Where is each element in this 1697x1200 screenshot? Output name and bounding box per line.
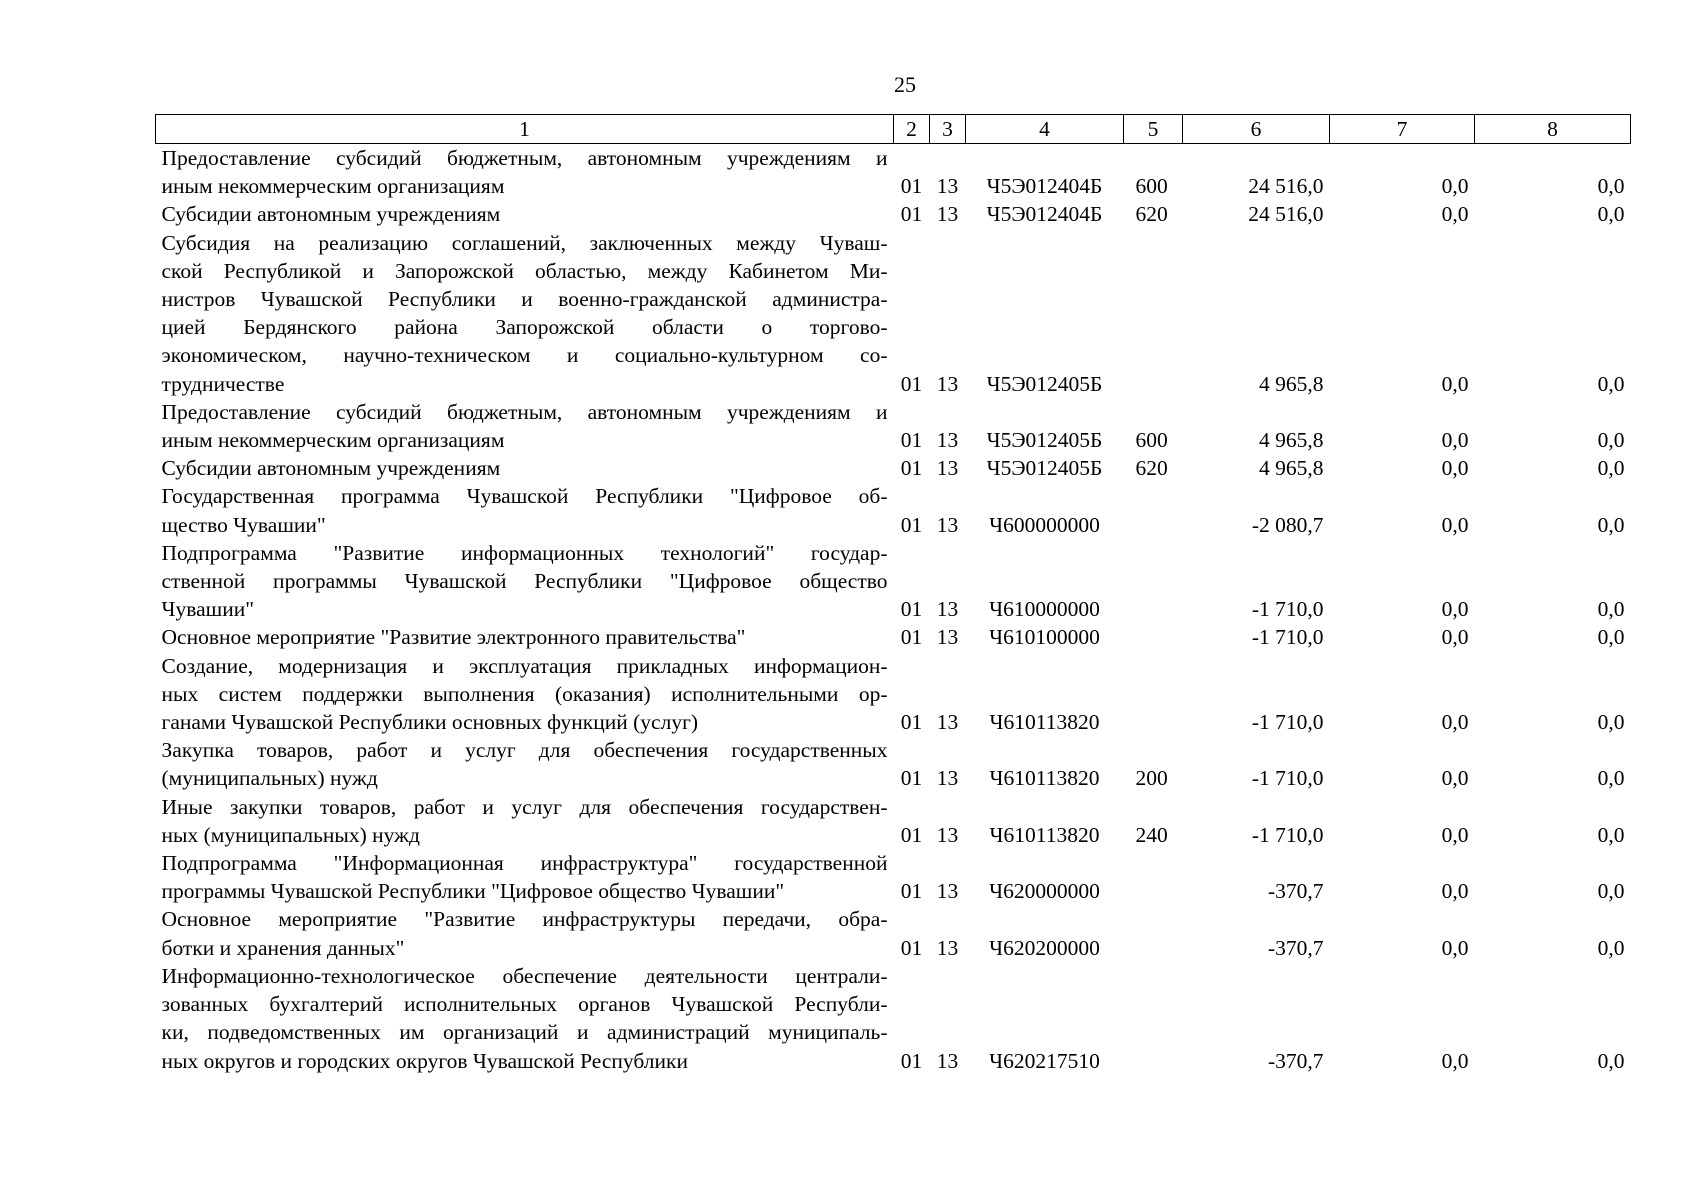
amount-cell: -1 710,0 [1251, 710, 1324, 735]
row-name-cell [156, 962, 894, 1075]
row-name-line: иным некоммерческим организациям [161, 428, 505, 453]
section-code-cell: 01 [900, 935, 923, 960]
amount-cell: -370,7 [1267, 1048, 1324, 1073]
row-name-line: Государственная программа Чувашской Республики "Цифровое об- [161, 484, 888, 509]
amount-cell: -1 710,0 [1251, 625, 1324, 650]
section-code-cell: 01 [900, 822, 923, 847]
column-header: 6 [1183, 115, 1330, 144]
amount-cell: 24 516,0 [1248, 202, 1324, 227]
target-article-cell: Ч5Э012405Б [986, 428, 1103, 453]
column-header: 2 [894, 115, 930, 144]
row-name-line: (муниципальных) нужд [161, 766, 378, 791]
subsection-code-cell: 13 [936, 879, 959, 904]
row-name-line: трудничестве [161, 371, 285, 396]
expense-type-cell [1124, 849, 1183, 905]
row-name-line: Чувашии" [161, 597, 254, 622]
target-article-cell: Ч620217510 [989, 1048, 1100, 1073]
row-name-cell [156, 229, 894, 398]
section-code-cell: 01 [900, 512, 923, 537]
expense-type-cell [1124, 623, 1183, 651]
table-row [156, 962, 1631, 1075]
amount-year3-cell: 0,0 [1597, 766, 1625, 791]
target-article-cell: Ч610113820 [989, 766, 1100, 791]
amount-cell: 4 965,8 [1259, 371, 1324, 396]
table-row [156, 539, 1631, 624]
target-article-cell: Ч600000000 [989, 512, 1100, 537]
target-article-cell: Ч610113820 [989, 710, 1100, 735]
amount-cell: -1 710,0 [1251, 822, 1324, 847]
amount-year3-cell: 0,0 [1597, 456, 1625, 481]
column-header: 7 [1330, 115, 1475, 144]
expense-type-cell: 620 [1135, 456, 1168, 481]
row-name-cell [156, 849, 894, 905]
target-article-cell: Ч5Э012405Б [986, 456, 1103, 481]
expense-type-cell: 600 [1135, 428, 1168, 453]
section-code-cell: 01 [900, 597, 923, 622]
section-code-cell: 01 [900, 1048, 923, 1073]
section-code-cell: 01 [900, 174, 923, 199]
subsection-code-cell: 13 [936, 1048, 959, 1073]
row-name-cell [156, 200, 894, 228]
row-name-line: Подпрограмма "Развитие информационных технологий" государ- [161, 540, 888, 565]
row-name-line: Предоставление субсидий бюджетным, автономным учреждениям и [161, 399, 888, 424]
section-code-cell: 01 [900, 766, 923, 791]
row-name-line: ки, подведомственных им организаций и администраций муниципаль- [161, 1020, 888, 1045]
amount-year3-cell: 0,0 [1597, 371, 1625, 396]
row-name-line: ных систем поддержки выполнения (оказания) исполнительными ор- [161, 681, 888, 706]
row-name-line: Создание, модернизация и эксплуатация прикладных информацион- [161, 653, 888, 678]
row-name-cell [156, 905, 894, 961]
subsection-code-cell: 13 [936, 710, 959, 735]
amount-year2-cell: 0,0 [1441, 428, 1469, 453]
amount-year2-cell: 0,0 [1441, 935, 1469, 960]
row-name-cell [156, 144, 894, 201]
column-header: 4 [966, 115, 1124, 144]
subsection-code-cell: 13 [936, 371, 959, 396]
column-header: 8 [1475, 115, 1631, 144]
amount-year2-cell: 0,0 [1441, 597, 1469, 622]
row-name-cell [156, 482, 894, 538]
subsection-code-cell: 13 [936, 935, 959, 960]
target-article-cell: Ч610000000 [989, 597, 1100, 622]
amount-year2-cell: 0,0 [1441, 371, 1469, 396]
row-name-line: Предоставление субсидий бюджетным, автономным учреждениям и [161, 146, 888, 170]
row-name-line: Субсидии автономным учреждениям [161, 202, 501, 227]
budget-table [155, 114, 1631, 1075]
row-name-line: ных округов и городских округов Чувашской Республики [161, 1048, 688, 1073]
target-article-cell: Ч5Э012404Б [986, 174, 1103, 199]
column-header: 5 [1124, 115, 1183, 144]
table-row [156, 398, 1631, 454]
row-name-cell [156, 454, 894, 482]
section-code-cell: 01 [900, 371, 923, 396]
expense-type-cell [1124, 652, 1183, 737]
amount-year2-cell: 0,0 [1441, 202, 1469, 227]
subsection-code-cell: 13 [936, 766, 959, 791]
amount-year3-cell: 0,0 [1597, 428, 1625, 453]
table-row [156, 793, 1631, 849]
target-article-cell: Ч610113820 [989, 822, 1100, 847]
amount-year2-cell: 0,0 [1441, 512, 1469, 537]
target-article-cell: Ч5Э012404Б [986, 202, 1103, 227]
subsection-code-cell: 13 [936, 202, 959, 227]
amount-year2-cell: 0,0 [1441, 766, 1469, 791]
table-row [156, 144, 1631, 201]
section-code-cell: 01 [900, 428, 923, 453]
row-name-line: нистров Чувашской Республики и военно-гражданской администра- [161, 287, 888, 312]
table-row [156, 652, 1631, 737]
amount-cell: -370,7 [1267, 935, 1324, 960]
amount-cell: 4 965,8 [1259, 456, 1324, 481]
row-name-line: ганами Чувашской Республики основных функций (услуг) [161, 710, 699, 735]
row-name-line: зованных бухгалтерий исполнительных органов Чувашской Республи- [161, 992, 888, 1017]
subsection-code-cell: 13 [936, 597, 959, 622]
row-name-line: Основное мероприятие "Развитие инфраструктуры передачи, обра- [161, 907, 888, 932]
expense-type-cell [1124, 962, 1183, 1075]
table-row [156, 200, 1631, 228]
row-name-cell [156, 736, 894, 792]
expense-type-cell [1124, 229, 1183, 398]
amount-year3-cell: 0,0 [1597, 822, 1625, 847]
table-header [156, 115, 1631, 144]
amount-year3-cell: 0,0 [1597, 935, 1625, 960]
row-name-line: программы Чувашской Республики "Цифровое общество Чувашии" [161, 879, 785, 904]
table-row [156, 905, 1631, 961]
expense-type-cell: 240 [1135, 822, 1168, 847]
amount-cell: -2 080,7 [1251, 512, 1324, 537]
column-header: 1 [156, 115, 894, 144]
table-row [156, 229, 1631, 398]
expense-type-cell [1124, 905, 1183, 961]
row-name-line: Субсидии автономным учреждениям [161, 456, 501, 481]
amount-cell: -1 710,0 [1251, 766, 1324, 791]
amount-year3-cell: 0,0 [1597, 879, 1625, 904]
table-row [156, 849, 1631, 905]
column-header: 3 [930, 115, 966, 144]
row-name-line: Основное мероприятие "Развитие электронного правительства" [161, 625, 746, 650]
subsection-code-cell: 13 [936, 822, 959, 847]
section-code-cell: 01 [900, 879, 923, 904]
row-name-line: Информационно-технологическое обеспечение деятельности централи- [161, 963, 888, 988]
amount-year2-cell: 0,0 [1441, 174, 1469, 199]
expense-type-cell: 200 [1135, 766, 1168, 791]
amount-cell: -370,7 [1267, 879, 1324, 904]
subsection-code-cell: 13 [936, 512, 959, 537]
page-number: 25 [894, 72, 916, 97]
section-code-cell: 01 [900, 710, 923, 735]
amount-year3-cell: 0,0 [1597, 202, 1625, 227]
table-row [156, 623, 1631, 651]
amount-cell: -1 710,0 [1251, 597, 1324, 622]
row-name-line: ных (муниципальных) нужд [161, 822, 420, 847]
target-article-cell: Ч610100000 [989, 625, 1100, 650]
row-name-line: экономическом, научно-техническом и социально-культурном со- [161, 343, 888, 368]
section-code-cell: 01 [900, 202, 923, 227]
table-header-row [156, 115, 1631, 144]
row-name-cell [156, 623, 894, 651]
table-body [156, 144, 1631, 1075]
section-code-cell: 01 [900, 625, 923, 650]
subsection-code-cell: 13 [936, 625, 959, 650]
row-name-line: ботки и хранения данных" [161, 935, 405, 960]
row-name-line: Закупка товаров, работ и услуг для обеспечения государственных [161, 738, 888, 763]
amount-year3-cell: 0,0 [1597, 625, 1625, 650]
row-name-line: Иные закупки товаров, работ и услуг для обеспечения государствен- [161, 794, 888, 819]
target-article-cell: Ч620200000 [989, 935, 1100, 960]
table-row [156, 454, 1631, 482]
target-article-cell: Ч5Э012405Б [986, 371, 1103, 396]
expense-type-cell [1124, 482, 1183, 538]
amount-cell: 24 516,0 [1248, 174, 1324, 199]
target-article-cell: Ч620000000 [989, 879, 1100, 904]
amount-year3-cell: 0,0 [1597, 597, 1625, 622]
row-name-line: Подпрограмма "Информационная инфраструктура" государственной [161, 851, 888, 876]
row-name-line: ственной программы Чувашской Республики "Цифровое общество [161, 569, 888, 594]
amount-year3-cell: 0,0 [1597, 512, 1625, 537]
amount-year3-cell: 0,0 [1597, 710, 1625, 735]
amount-cell: 4 965,8 [1259, 428, 1324, 453]
section-code-cell: 01 [900, 456, 923, 481]
expense-type-cell: 620 [1135, 202, 1168, 227]
amount-year3-cell: 0,0 [1597, 174, 1625, 199]
row-name-cell [156, 398, 894, 454]
amount-year2-cell: 0,0 [1441, 710, 1469, 735]
amount-year3-cell: 0,0 [1597, 1048, 1625, 1073]
subsection-code-cell: 13 [936, 428, 959, 453]
amount-year2-cell: 0,0 [1441, 822, 1469, 847]
amount-year2-cell: 0,0 [1441, 625, 1469, 650]
table-row [156, 736, 1631, 792]
amount-year2-cell: 0,0 [1441, 1048, 1469, 1073]
row-name-line: щество Чувашии" [161, 512, 326, 537]
subsection-code-cell: 13 [936, 174, 959, 199]
row-name-line: цией Бердянского района Запорожской области о торгово- [161, 315, 888, 340]
amount-year2-cell: 0,0 [1441, 879, 1469, 904]
row-name-line: Субсидия на реализацию соглашений, заключенных между Чуваш- [161, 230, 888, 255]
expense-type-cell [1124, 539, 1183, 624]
row-name-cell [156, 652, 894, 737]
row-name-line: ской Республикой и Запорожской областью, между Кабинетом Ми- [161, 258, 888, 283]
subsection-code-cell: 13 [936, 456, 959, 481]
row-name-cell [156, 539, 894, 624]
row-name-cell [156, 793, 894, 849]
expense-type-cell: 600 [1135, 174, 1168, 199]
table-row [156, 482, 1631, 538]
row-name-line: иным некоммерческим организациям [161, 174, 505, 199]
amount-year2-cell: 0,0 [1441, 456, 1469, 481]
